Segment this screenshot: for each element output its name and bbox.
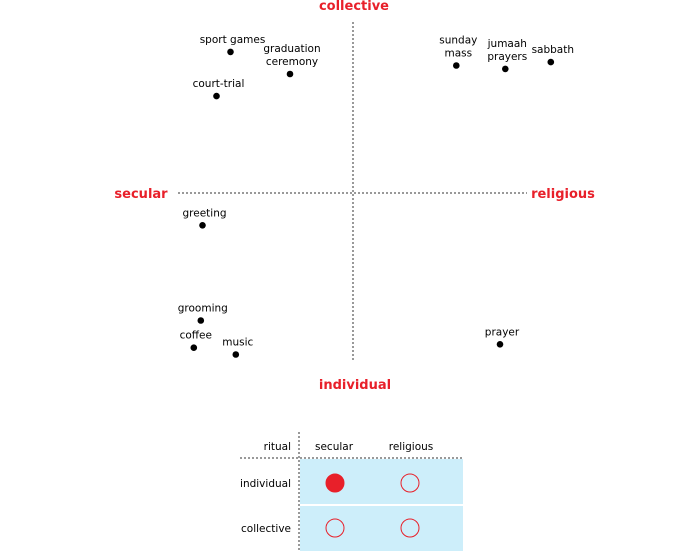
table-row-header-individual: individual (240, 478, 291, 490)
point-label-sunday-mass: sunday (439, 34, 478, 47)
point-label-jumaah-prayers: prayers (487, 50, 528, 63)
point-label-sunday-mass: mass (444, 47, 473, 60)
axis-label-bottom: individual (318, 378, 392, 393)
point-sabbath (548, 59, 555, 66)
point-greeting (199, 222, 206, 229)
point-label-prayer: prayer (484, 326, 520, 339)
points-layer (178, 34, 574, 358)
point-coffee (191, 344, 198, 351)
point-jumaah-prayers (502, 66, 509, 73)
point-prayer (497, 341, 504, 348)
ritual-table (240, 432, 463, 551)
point-court-trial (213, 93, 220, 100)
table-column-header-secular: secular (314, 441, 354, 453)
axis-label-top: collective (318, 0, 390, 14)
point-label-graduation-ceremony: graduation (263, 43, 321, 55)
table-column-header-religious: religious (388, 441, 434, 453)
point-sunday-mass (453, 62, 460, 69)
point-graduation-ceremony (287, 71, 294, 78)
table-corner-label: ritual (263, 441, 291, 453)
point-music (233, 351, 240, 358)
point-label-jumaah-prayers: jumaah (487, 37, 527, 50)
point-label-graduation-ceremony: ceremony (265, 56, 319, 68)
point-grooming (198, 317, 205, 324)
table-cell-marker-individual-secular (326, 474, 344, 492)
point-label-sport-games: sport games (199, 33, 266, 46)
point-label-coffee: coffee (179, 329, 212, 342)
point-label-music: music (222, 336, 254, 349)
point-sport-games (227, 49, 234, 56)
table-row-header-collective: collective (241, 523, 291, 535)
point-label-sabbath: sabbath (531, 44, 575, 57)
axis-label-left: secular (114, 187, 168, 202)
point-label-greeting: greeting (182, 207, 227, 220)
axis-label-right: religious (531, 187, 595, 202)
point-label-court-trial: court-trial (192, 78, 245, 91)
point-label-grooming: grooming (177, 302, 228, 315)
